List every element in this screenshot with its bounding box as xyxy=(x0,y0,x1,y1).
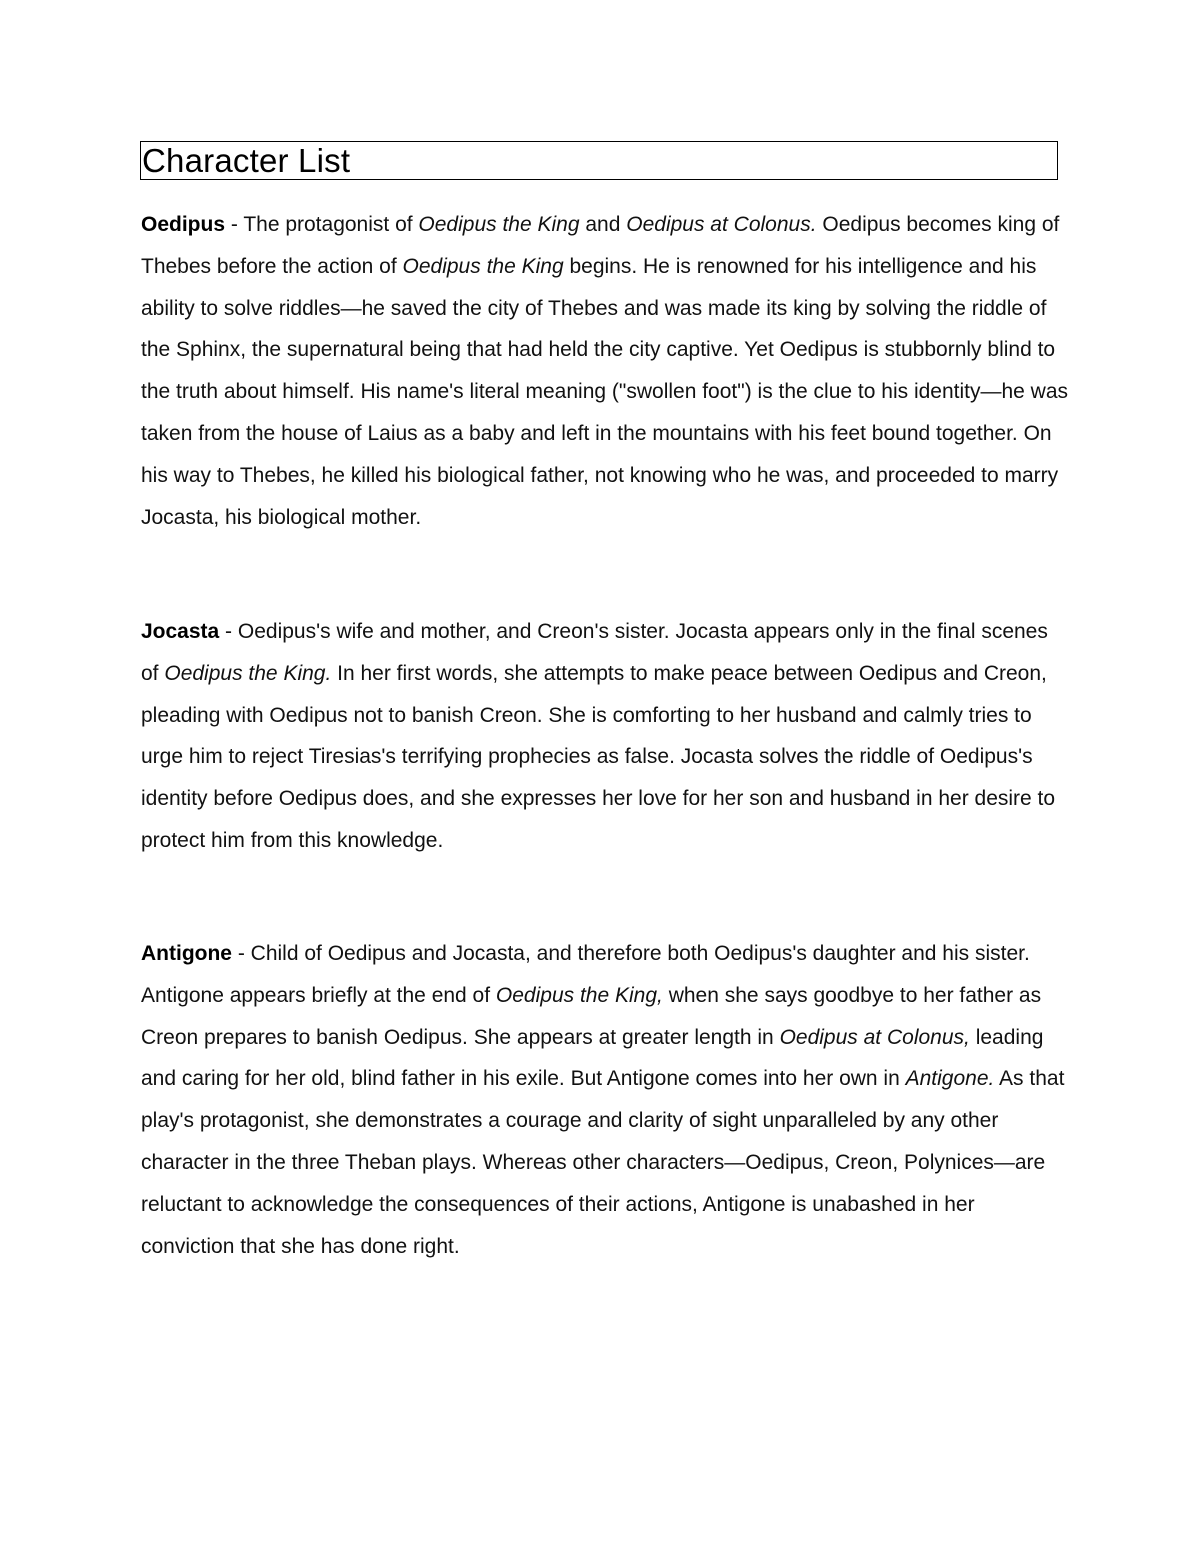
character-description xyxy=(141,942,1064,1258)
character-name: Oedipus xyxy=(141,213,226,236)
description-text: In her first words, she attempts to make peace between Oedipus and Creon, pleading with Oedipus not to banish Creon. She is comforting to her husband and calmly tries to urge him to reject Tiresias's terrifying prophecies as false. Jocasta solves the riddle of Oedipus's identity before Oedipus does, and she expresses her love for her son and husband in her desire to protect him from this knowledge. xyxy=(141,661,1056,852)
description-text: and xyxy=(579,213,627,236)
character-name: Antigone xyxy=(141,942,232,965)
description-text: The protagonist of xyxy=(243,213,419,236)
entry-separator: - xyxy=(225,213,244,236)
italic-title-text: Oedipus the King. xyxy=(164,661,332,685)
title-box xyxy=(140,141,1058,180)
italic-title-text: Antigone. xyxy=(905,1067,995,1091)
description-text: begins. He is renowned for his intelligence and his ability to solve riddles—he saved the city of Thebes and was made its king by solving the riddle of the Sphinx, the supernatural being that had held the city captive. Yet Oedipus is stubbornly blind to the truth about himself. His name's literal meaning ("swollen foot") is the clue to his identity—he was taken from the house of Laius as a baby and left in the mountains with his feet bound together. On his way to Thebes, he killed his biological father, not knowing who he was, and proceeded to marry Jocasta, his biological mother. xyxy=(141,254,1069,529)
italic-title-text: Oedipus the King xyxy=(418,213,580,236)
entry-separator: - xyxy=(219,620,238,643)
description-text: As that play's protagonist, she demonstrates a courage and clarity of sight unparalleled by any other character in the three Theban plays. Whereas other characters—Oedipus, Creon, Polynices—are reluctant to acknowledge the consequences of their actions, Antigone is unabashed in her conviction that she has done right. xyxy=(141,1067,1065,1258)
document-title: Character List xyxy=(142,142,351,179)
description-text: Oedipus's wife and mother, and Creon's sister. Jocasta appears only in the final scenes of xyxy=(141,620,1048,685)
italic-title-text: Oedipus the King, xyxy=(495,983,663,1007)
italic-title-text: Oedipus at Colonus. xyxy=(626,213,817,236)
italic-title-text: Oedipus at Colonus, xyxy=(779,1025,970,1049)
description-text: Oedipus becomes king of Thebes before the action of xyxy=(141,213,1060,278)
character-description xyxy=(141,213,1068,529)
entry-separator: - xyxy=(231,942,251,965)
character-entry-oedipus xyxy=(141,204,1071,538)
character-description xyxy=(141,620,1055,852)
italic-title-text: Oedipus the King xyxy=(402,254,564,278)
character-name: Jocasta xyxy=(141,620,220,643)
description-text: when she says goodbye to her father as Creon prepares to banish Oedipus. She appears at greater length in xyxy=(141,983,1042,1049)
character-entry-antigone xyxy=(141,933,1071,1267)
description-text: leading and caring for her old, blind father in his exile. But Antigone comes into her own in xyxy=(141,1025,1044,1091)
description-text: Child of Oedipus and Jocasta, and therefore both Oedipus's daughter and his sister. Antigone appears briefly at the end of xyxy=(141,942,1030,1007)
character-entry-jocasta xyxy=(141,611,1071,862)
